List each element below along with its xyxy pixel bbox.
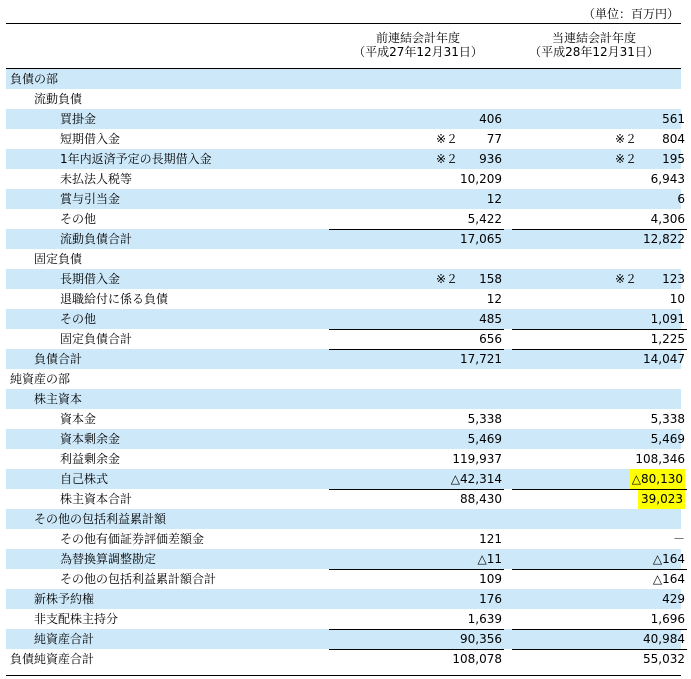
- prior-year-cell: [329, 229, 504, 249]
- cell-value: 121: [479, 532, 502, 546]
- row-label: その他の包括利益累計額合計: [60, 572, 217, 586]
- cell-value: 10,209: [460, 172, 502, 186]
- current-year-cell: [512, 629, 687, 649]
- prior-year-cell: [329, 649, 504, 669]
- cell-value: 1,696: [650, 612, 685, 626]
- current-year-cell: [512, 89, 687, 109]
- current-year-cell: [512, 609, 687, 629]
- cell-value: 656: [479, 332, 502, 346]
- table-row: [6, 589, 685, 609]
- prior-year-cell: [329, 129, 504, 149]
- current-year-cell: [512, 249, 687, 269]
- column-date: （平成27年12月31日）: [353, 45, 483, 59]
- table-row: [6, 649, 685, 669]
- table-row: [6, 569, 685, 589]
- table-row: [6, 69, 681, 89]
- cell-value: 158: [479, 272, 502, 286]
- cell-value: 1,091: [650, 312, 685, 326]
- header-top-rule: [6, 23, 681, 24]
- row-label: 退職給付に係る負債: [60, 292, 169, 306]
- table-row: [6, 369, 681, 389]
- cell-value: 561: [662, 112, 685, 126]
- note-marker: ※２: [436, 132, 459, 146]
- prior-year-cell: [329, 109, 504, 129]
- row-label: 利益剰余金: [60, 452, 121, 466]
- prior-year-cell: [329, 289, 504, 309]
- current-year-cell: [512, 329, 687, 349]
- current-year-cell: [512, 269, 687, 289]
- prior-year-cell: [329, 529, 504, 549]
- cell-value: △164: [652, 552, 685, 566]
- prior-year-cell: [329, 549, 504, 569]
- prior-year-cell: [329, 609, 504, 629]
- row-label: その他: [60, 312, 97, 326]
- current-year-cell: [512, 449, 687, 469]
- column-date: （平成28年12月31日）: [529, 45, 659, 59]
- note-marker: ※２: [615, 132, 638, 146]
- prior-year-cell: [329, 169, 504, 189]
- current-year-cell: [512, 309, 687, 329]
- note-marker: ※２: [436, 272, 459, 286]
- cell-value: 55,032: [643, 652, 685, 666]
- cell-value: 1,225: [650, 332, 685, 346]
- row-label: 固定負債: [34, 252, 83, 266]
- table-row: [6, 449, 685, 469]
- cell-value: 77: [486, 132, 502, 146]
- cell-value: 176: [479, 592, 502, 606]
- prior-year-cell: [329, 569, 504, 589]
- prior-year-cell: [329, 189, 504, 209]
- table-row: [6, 609, 685, 629]
- prior-year-cell: [329, 89, 504, 109]
- row-label: 株主資本: [34, 392, 83, 406]
- prior-year-cell: [329, 309, 504, 329]
- table-bottom-rule: [6, 675, 681, 676]
- cell-value: 109: [479, 572, 502, 586]
- current-year-cell: [512, 69, 687, 89]
- cell-value: 5,338: [650, 412, 685, 426]
- cell-value: 6,943: [650, 172, 685, 186]
- current-year-cell: [512, 489, 687, 509]
- cell-value: △80,130: [629, 469, 685, 489]
- table-row: [6, 389, 681, 409]
- prior-year-cell: [329, 409, 504, 429]
- cell-value: 195: [662, 152, 685, 166]
- table-row: [6, 169, 685, 189]
- cell-value: 123: [662, 272, 685, 286]
- cell-value: 39,023: [638, 490, 685, 509]
- prior-year-cell: [329, 369, 504, 389]
- current-year-cell: [512, 469, 687, 489]
- prior-year-cell: [329, 429, 504, 449]
- current-year-cell: [512, 649, 687, 669]
- row-label: 非支配株主持分: [34, 612, 119, 626]
- table-row: [6, 249, 681, 269]
- note-marker: ※２: [615, 152, 638, 166]
- table-row: [6, 429, 685, 449]
- column-header-current-year: [509, 31, 679, 59]
- row-label: 流動負債合計: [60, 232, 133, 246]
- current-year-cell: [512, 369, 687, 389]
- cell-value: 90,356: [460, 632, 502, 646]
- row-label: 株主資本合計: [60, 492, 133, 506]
- note-marker: ※２: [615, 272, 638, 286]
- row-label: 1年内返済予定の長期借入金: [60, 152, 212, 166]
- table-row: [6, 469, 681, 489]
- row-label: 未払法人税等: [60, 172, 133, 186]
- cell-value: 12: [486, 192, 502, 206]
- cell-value: 1,639: [467, 612, 502, 626]
- row-label: 固定負債合計: [60, 332, 133, 346]
- column-title: 当連結会計年度: [551, 31, 636, 45]
- cell-value: 5,469: [650, 432, 685, 446]
- current-year-cell: [512, 429, 687, 449]
- row-label: 資本剰余金: [60, 432, 121, 446]
- cell-value: 12: [486, 292, 502, 306]
- prior-year-cell: [329, 249, 504, 269]
- row-label: 自己株式: [60, 472, 109, 486]
- cell-value: 485: [479, 312, 502, 326]
- cell-value: △164: [652, 572, 685, 586]
- row-label: その他の包括利益累計額: [34, 512, 167, 526]
- table-row: [6, 509, 681, 529]
- current-year-cell: [512, 409, 687, 429]
- cell-value: 406: [479, 112, 502, 126]
- column-header-prior-year: [333, 31, 503, 59]
- table-row: [6, 149, 685, 169]
- current-year-cell: [512, 389, 687, 409]
- current-year-cell: [512, 549, 687, 569]
- current-year-cell: [512, 349, 687, 369]
- table-row: [6, 349, 685, 369]
- column-title: 前連結会計年度: [375, 31, 460, 45]
- cell-value: 108,346: [635, 452, 685, 466]
- current-year-cell: [512, 189, 687, 209]
- table-row: [6, 209, 685, 229]
- current-year-cell: [512, 509, 687, 529]
- table-row: [6, 529, 685, 549]
- table-row: [6, 309, 685, 329]
- cell-value: 10: [669, 292, 685, 306]
- row-label: その他有価証券評価差額金: [60, 532, 205, 546]
- cell-value: 6: [677, 192, 685, 206]
- cell-value: 5,422: [467, 212, 502, 226]
- prior-year-cell: [329, 489, 504, 509]
- prior-year-cell: [329, 349, 504, 369]
- cell-value: 12,822: [643, 232, 685, 246]
- prior-year-cell: [329, 389, 504, 409]
- row-label: 純資産合計: [34, 632, 95, 646]
- table-row: [6, 329, 685, 349]
- cell-value: 5,469: [467, 432, 502, 446]
- current-year-cell: [512, 529, 687, 549]
- cell-value: △11: [477, 552, 502, 566]
- cell-value: 804: [662, 132, 685, 146]
- cell-value: 108,078: [452, 652, 502, 666]
- cell-value: 17,065: [460, 232, 502, 246]
- table-row: [6, 629, 685, 649]
- cell-value: 88,430: [460, 492, 502, 506]
- row-label: 短期借入金: [60, 132, 121, 146]
- prior-year-cell: [329, 269, 504, 289]
- row-label: その他: [60, 212, 97, 226]
- table-row: [6, 269, 685, 289]
- table-row: [6, 109, 685, 129]
- current-year-cell: [512, 569, 687, 589]
- table-row: [6, 89, 681, 109]
- row-label: 賞与引当金: [60, 192, 121, 206]
- current-year-cell: [512, 209, 687, 229]
- table-row: [6, 129, 685, 149]
- current-year-cell: [512, 229, 687, 249]
- current-year-cell: [512, 589, 687, 609]
- row-label: 為替換算調整勘定: [60, 552, 157, 566]
- prior-year-cell: [329, 449, 504, 469]
- table-row: [6, 409, 685, 429]
- row-label: 流動負債: [34, 92, 83, 106]
- cell-value: 4,306: [650, 212, 685, 226]
- prior-year-cell: [329, 509, 504, 529]
- cell-value: △42,314: [450, 472, 502, 486]
- cell-value: 14,047: [643, 352, 685, 366]
- unit-note: （単位：百万円）: [582, 7, 679, 21]
- row-label: 長期借入金: [60, 272, 121, 286]
- current-year-cell: [512, 109, 687, 129]
- table-row: [6, 289, 685, 309]
- cell-value: －: [672, 532, 685, 546]
- row-label: 買掛金: [60, 112, 97, 126]
- cell-value: 17,721: [460, 352, 502, 366]
- prior-year-cell: [329, 149, 504, 169]
- row-label: 負債純資産合計: [10, 652, 95, 666]
- prior-year-cell: [329, 589, 504, 609]
- prior-year-cell: [329, 209, 504, 229]
- table-row: [6, 489, 681, 509]
- current-year-cell: [512, 149, 687, 169]
- prior-year-cell: [329, 629, 504, 649]
- cell-value: 119,937: [452, 452, 502, 466]
- row-label: 純資産の部: [10, 372, 71, 386]
- cell-value: 5,338: [467, 412, 502, 426]
- prior-year-cell: [329, 329, 504, 349]
- current-year-cell: [512, 169, 687, 189]
- cell-value: 40,984: [643, 632, 685, 646]
- row-label: 負債の部: [10, 72, 59, 86]
- cell-value: 936: [479, 152, 502, 166]
- table-row: [6, 189, 685, 209]
- current-year-cell: [512, 289, 687, 309]
- cell-value: 429: [662, 592, 685, 606]
- current-year-cell: [512, 129, 687, 149]
- note-marker: ※２: [436, 152, 459, 166]
- row-label: 新株予約権: [34, 592, 95, 606]
- table-row: [6, 229, 685, 249]
- row-label: 資本金: [60, 412, 97, 426]
- prior-year-cell: [329, 469, 504, 489]
- table-row: [6, 549, 685, 569]
- row-label: 負債合計: [34, 352, 83, 366]
- prior-year-cell: [329, 69, 504, 89]
